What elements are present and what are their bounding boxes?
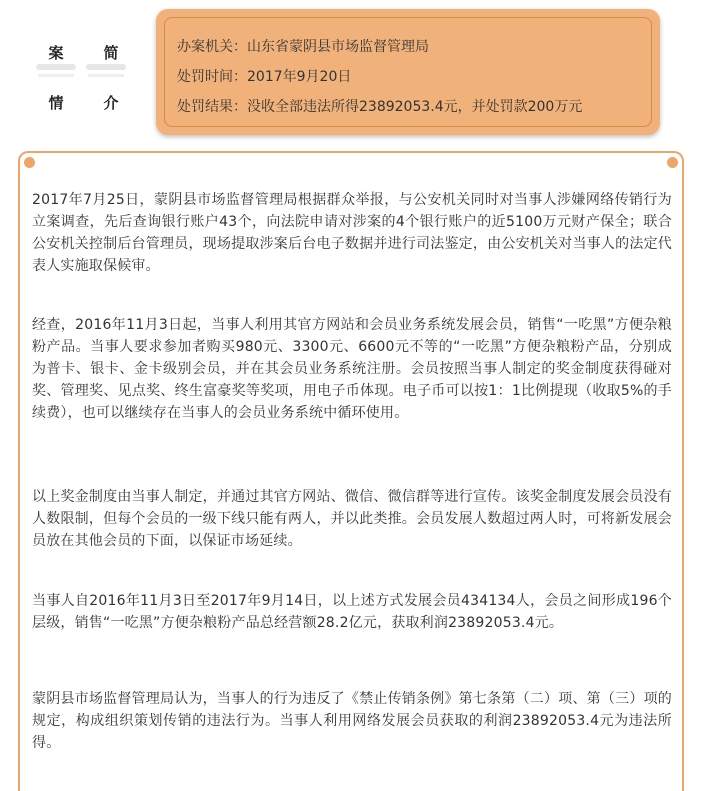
penalty-time: 处罚时间：2017年9月20日 (177, 69, 352, 85)
penalty-summary-box (156, 9, 660, 135)
watermark-logo (88, 74, 124, 77)
paragraph-findings: 经查，2016年11月3日起，当事人利用其官方网站和会员业务系统发展会员，销售“一吃黑”方便杂粮粉产品。当事人要求参加者购买980元、3300元、6600元不等的“一吃黑”方便杂粮粉产品，分别成为普卡、银卡、金卡级别会员，并在其会员业务系统注册。会员按照当事人制定的奖金制度获得碰对奖、管理奖、见点奖、终生富豪奖等奖项，用电子币体现。电子币可以按1：1比例提现（收取5%的手续费），也可以继续存在当事人的会员业务系统中循环使用。 (32, 317, 672, 421)
case-summary-label (26, 30, 136, 130)
paragraph-conclusion: 蒙阴县市场监督管理局认为，当事人的行为违反了《禁止传销条例》第七条第（二）项、第（三）项的规定，构成组织策划传销的违法行为。当事人利用网络发展会员获取的利润23892053.4元为违法所得。 (32, 691, 672, 751)
label-char: 简 (103, 44, 119, 62)
corner-dot (24, 157, 35, 168)
paragraph-bonus-system: 以上奖金制度由当事人制定，并通过其官方网站、微信、微信群等进行宣传。该奖金制度发展会员没有人数限制，但每个会员的一级下线只能有两人，并以此类推。会员发展人数超过两人时，可将新发展会员放在其他会员的下面，以保证市场延续。 (32, 489, 672, 549)
watermark-logo (38, 74, 74, 77)
watermark-logo (86, 64, 126, 70)
paragraph-investigation: 2017年7月25日，蒙阴县市场监督管理局根据群众举报，与公安机关同时对当事人涉嫌网络传销行为立案调查，先后查询银行账户43个，向法院申请对涉案的4个银行账户的近5100万元财产保全；联合公安机关控制后台管理员，现场提取涉案后台电子数据并进行司法鉴定，由公安机关对当事人的法定代表人实施取保候审。 (32, 192, 672, 274)
paragraph-scale: 当事人自2016年11月3日至2017年9月14日，以上述方式发展会员434134人，会员之间形成196个层级，销售“一吃黑”方便杂粮粉产品总经营额28.2亿元，获取利润23892053.4元。 (32, 593, 672, 631)
corner-dot (667, 157, 678, 168)
watermark-logo (36, 64, 76, 70)
penalty-result: 处罚结果：没收全部违法所得23892053.4元，并处罚款200万元 (177, 99, 583, 115)
label-char: 情 (48, 94, 64, 112)
handling-agency: 办案机关：山东省蒙阴县市场监督管理局 (177, 39, 429, 55)
penalty-summary-inner (164, 17, 652, 127)
label-char: 介 (103, 94, 119, 112)
label-char: 案 (48, 44, 64, 62)
